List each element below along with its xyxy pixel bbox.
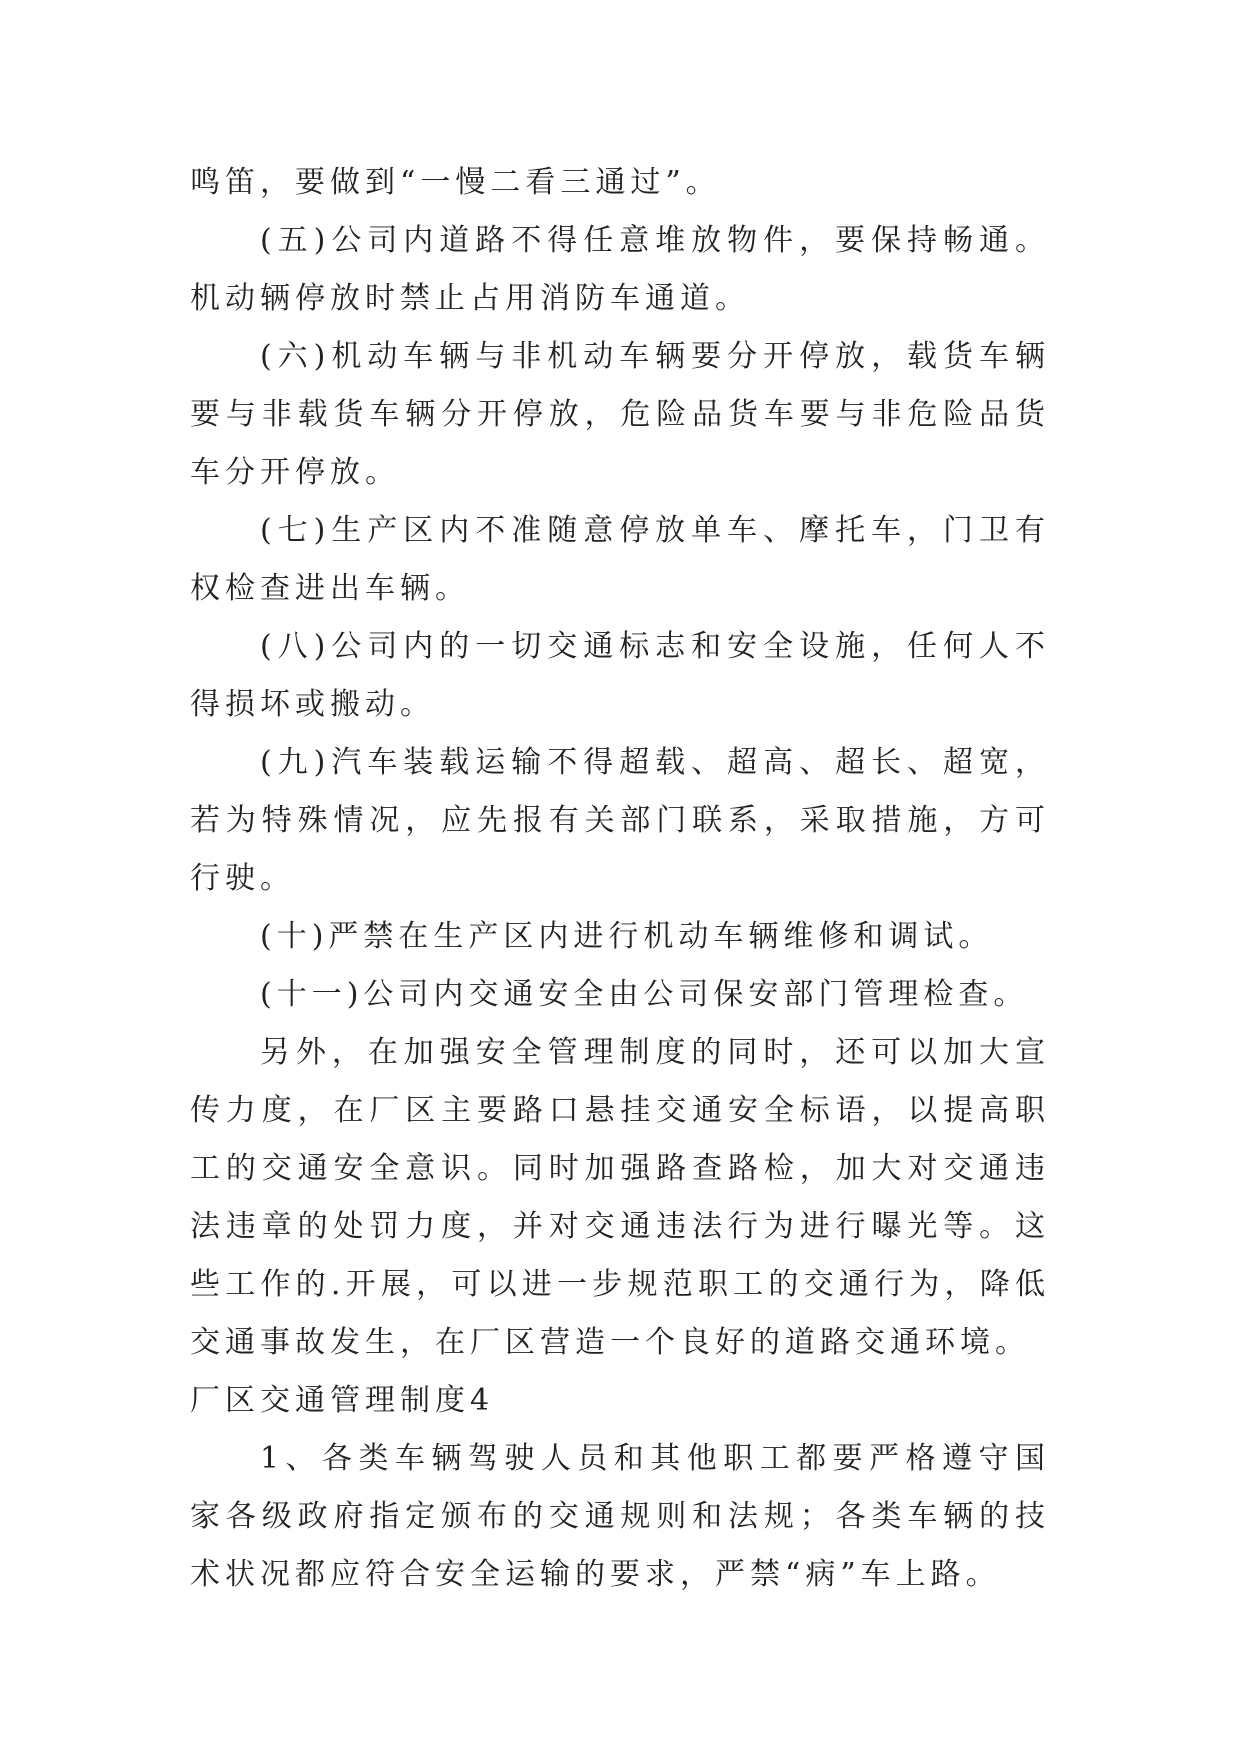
section-paragraph-1: 1、各类车辆驾驶人员和其他职工都要严格遵守国家各级政府指定颁布的交通规则和法规；各类车辆的技术状况都应符合安全运输的要求，严禁“病”车上路。 [190, 1441, 1050, 1592]
paragraph-item-7: (七)生产区内不准随意停放单车、摩托车，门卫有权检查进出车辆。 [190, 513, 1050, 606]
paragraph-summary: 另外，在加强安全管理制度的同时，还可以加大宣传力度，在厂区主要路口悬挂交通安全标语，以提高职工的交通安全意识。同时加强路查路检，加大对交通违法违章的处罚力度，并对交通违法行为进行曝光等。这些工作的.开展，可以进一步规范职工的交通行为，降低交通事故发生，在厂区营造一个良好的道路交通环境。 [190, 1035, 1050, 1360]
paragraph-item-5: (五)公司内道路不得任意堆放物件，要保持畅通。机动辆停放时禁止占用消防车通道。 [190, 223, 1050, 316]
paragraph-continuation: 鸣笛，要做到“一慢二看三通过”。 [190, 165, 721, 200]
paragraph-item-11: (十一)公司内交通安全由公司保安部门管理检查。 [260, 977, 1029, 1012]
section-title: 厂区交通管理制度4 [190, 1383, 495, 1418]
document-body [190, 154, 1050, 1604]
paragraph-item-6: (六)机动车辆与非机动车辆要分开停放，载货车辆要与非载货车辆分开停放，危险品货车要与非危险品货车分开停放。 [190, 339, 1050, 490]
paragraph-item-10: (十)严禁在生产区内进行机动车辆维修和调试。 [260, 919, 994, 954]
paragraph-item-8: (八)公司内的一切交通标志和安全设施，任何人不得损坏或搬动。 [190, 629, 1050, 722]
paragraph-item-9: (九)汽车装载运输不得超载、超高、超长、超宽，若为特殊情况，应先报有关部门联系，采取措施，方可行驶。 [190, 745, 1050, 896]
